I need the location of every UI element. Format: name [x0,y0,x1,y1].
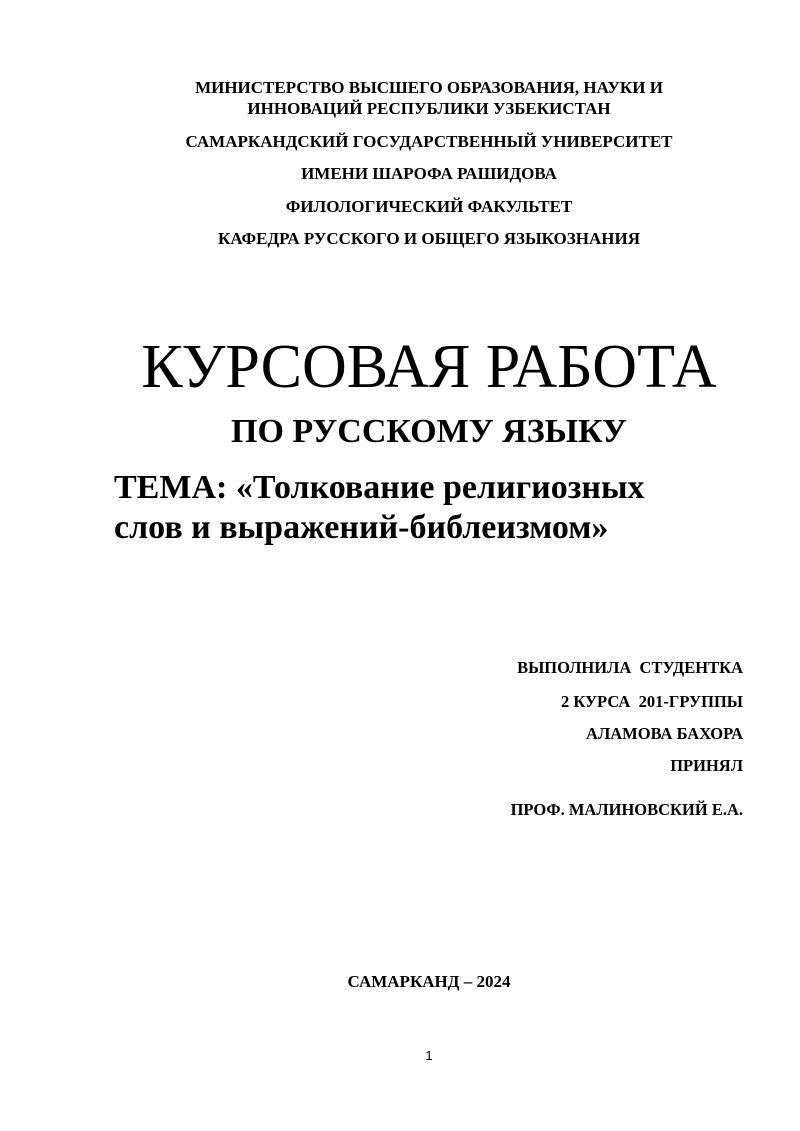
topic-line-1: ТЕМА: «Толкование религиозных [114,469,645,506]
document-title: КУРСОВАЯ РАБОТА [141,333,717,401]
ministry-line-1: МИНИСТЕРСТВО ВЫСШЕГО ОБРАЗОВАНИЯ, НАУКИ И [195,78,663,97]
faculty-name: ФИЛОЛОГИЧЕСКИЙ ФАКУЛЬТЕТ [285,197,573,216]
course-group: 2 КУРСА 201-ГРУППЫ [560,692,743,711]
student-name: АЛАМОВА БАХОРА [586,724,743,743]
university-line-2: ИМЕНИ ШАРОФА РАШИДОВА [301,164,557,183]
supervisor-name: ПРОФ. МАЛИНОВСКИЙ Е.А. [510,800,743,819]
department-name: КАФЕДРА РУССКОГО И ОБЩЕГО ЯЗЫКОЗНАНИЯ [218,229,640,248]
performed-by-label: ВЫПОЛНИЛА СТУДЕНТКА [517,658,743,677]
city-year: САМАРКАНД – 2024 [347,972,511,991]
subject-title: ПО РУССКОМУ ЯЗЫКУ [231,413,627,450]
page-number: 1 [425,1048,433,1063]
university-line-1: САМАРКАНДСКИЙ ГОСУДАРСТВЕННЫЙ УНИВЕРСИТЕТ [185,132,673,151]
topic-line-2: слов и выражений-библеизмом» [114,509,609,546]
accepted-by-label: ПРИНЯЛ [670,756,743,775]
topic-title [114,468,754,548]
ministry-line-2: ИННОВАЦИЙ РЕСПУБЛИКИ УЗБЕКИСТАН [247,99,611,118]
